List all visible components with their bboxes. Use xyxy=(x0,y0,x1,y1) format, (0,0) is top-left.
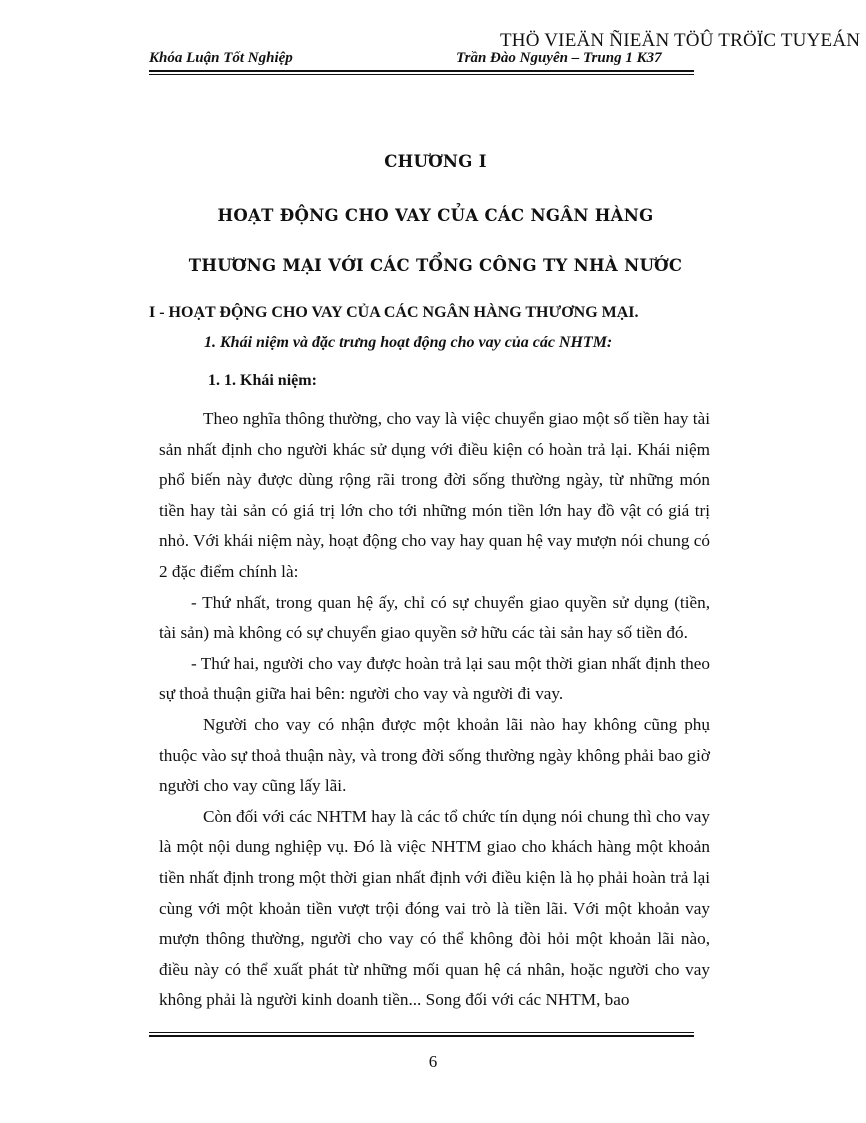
header-rule-thin xyxy=(149,74,694,75)
header-right-text: Trần Đào Nguyên – Trung 1 K37 xyxy=(456,50,662,66)
footer-rule-thick xyxy=(149,1035,694,1037)
footer-rule-thin xyxy=(149,1032,694,1033)
subsection-heading: 1. Khái niệm và đặc trưng hoạt động cho vay của các NHTM: xyxy=(204,334,613,351)
paragraph: Theo nghĩa thông thường, cho vay là việc chuyển giao một số tiền hay tài sản nhất định cho người khác sử dụng với điều kiện có hoàn trả lại. Khái niệm phổ biến này được dùng rộng rãi trong đời sống thường ngày, từ những món tiền hay tài sản có giá trị lớn cho tới những món tiền lớn hay đồ vật có giá trị nhỏ. Với khái niệm này, hoạt động cho vay hay quan hệ vay mượn nói chung có 2 đặc điểm chính là: xyxy=(159,409,710,581)
header-left-text: Khóa Luận Tốt Nghiệp xyxy=(149,50,293,66)
body-text xyxy=(159,404,710,1016)
subsubsection-heading: 1. 1. Khái niệm: xyxy=(208,372,317,389)
chapter-number: CHƯƠNG I xyxy=(384,152,487,171)
paragraph: - Thứ hai, người cho vay được hoàn trả lại sau một thời gian nhất định theo sự thoả thuận giữa hai bên: người cho vay và người đi vay. xyxy=(159,653,710,704)
paragraph: Người cho vay có nhận được một khoản lãi nào hay không cũng phụ thuộc vào sự thoả thuận này, và trong đời sống thường ngày không phải bao giờ người cho vay cũng lấy lãi. xyxy=(159,714,710,796)
chapter-title-line1: HOẠT ĐỘNG CHO VAY CỦA CÁC NGÂN HÀNG xyxy=(217,206,654,225)
page-header xyxy=(149,50,694,70)
paragraph: Còn đối với các NHTM hay là các tổ chức tín dụng nói chung thì cho vay là một nội dung nghiệp vụ. Đó là việc NHTM giao cho khách hàng một khoản tiền nhất định trong một thời gian nhất định với điều kiện là họ phải hoàn trả lại cùng với một khoản tiền vượt trội đóng vai trò là tiền lãi. Với một khoản vay mượn thông thường, người cho vay có thể không đòi hỏi một khoản lãi nào, điều này có thể xuất phát từ những mối quan hệ cá nhân, hoặc người cho vay không phải là người kinh doanh tiền... Song đối với các NHTM, bao xyxy=(159,806,710,1010)
header-rule-thick xyxy=(149,70,694,72)
section-heading: I - HOẠT ĐỘNG CHO VAY CỦA CÁC NGÂN HÀNG THƯƠNG MẠI. xyxy=(149,304,639,321)
chapter-title-line2: THƯƠNG MẠI VỚI CÁC TỔNG CÔNG TY NHÀ NƯỚC xyxy=(188,256,683,275)
page-number: 6 xyxy=(428,1052,438,1071)
paragraph: - Thứ nhất, trong quan hệ ấy, chỉ có sự chuyển giao quyền sử dụng (tiền, tài sản) mà không có sự chuyển giao quyền sở hữu các tài sản hay số tiền đó. xyxy=(159,592,710,643)
watermark-text: THÖ VIEÄN ÑIEÄN TÖÛ TRÖÏC TUYEÁN xyxy=(500,30,861,51)
